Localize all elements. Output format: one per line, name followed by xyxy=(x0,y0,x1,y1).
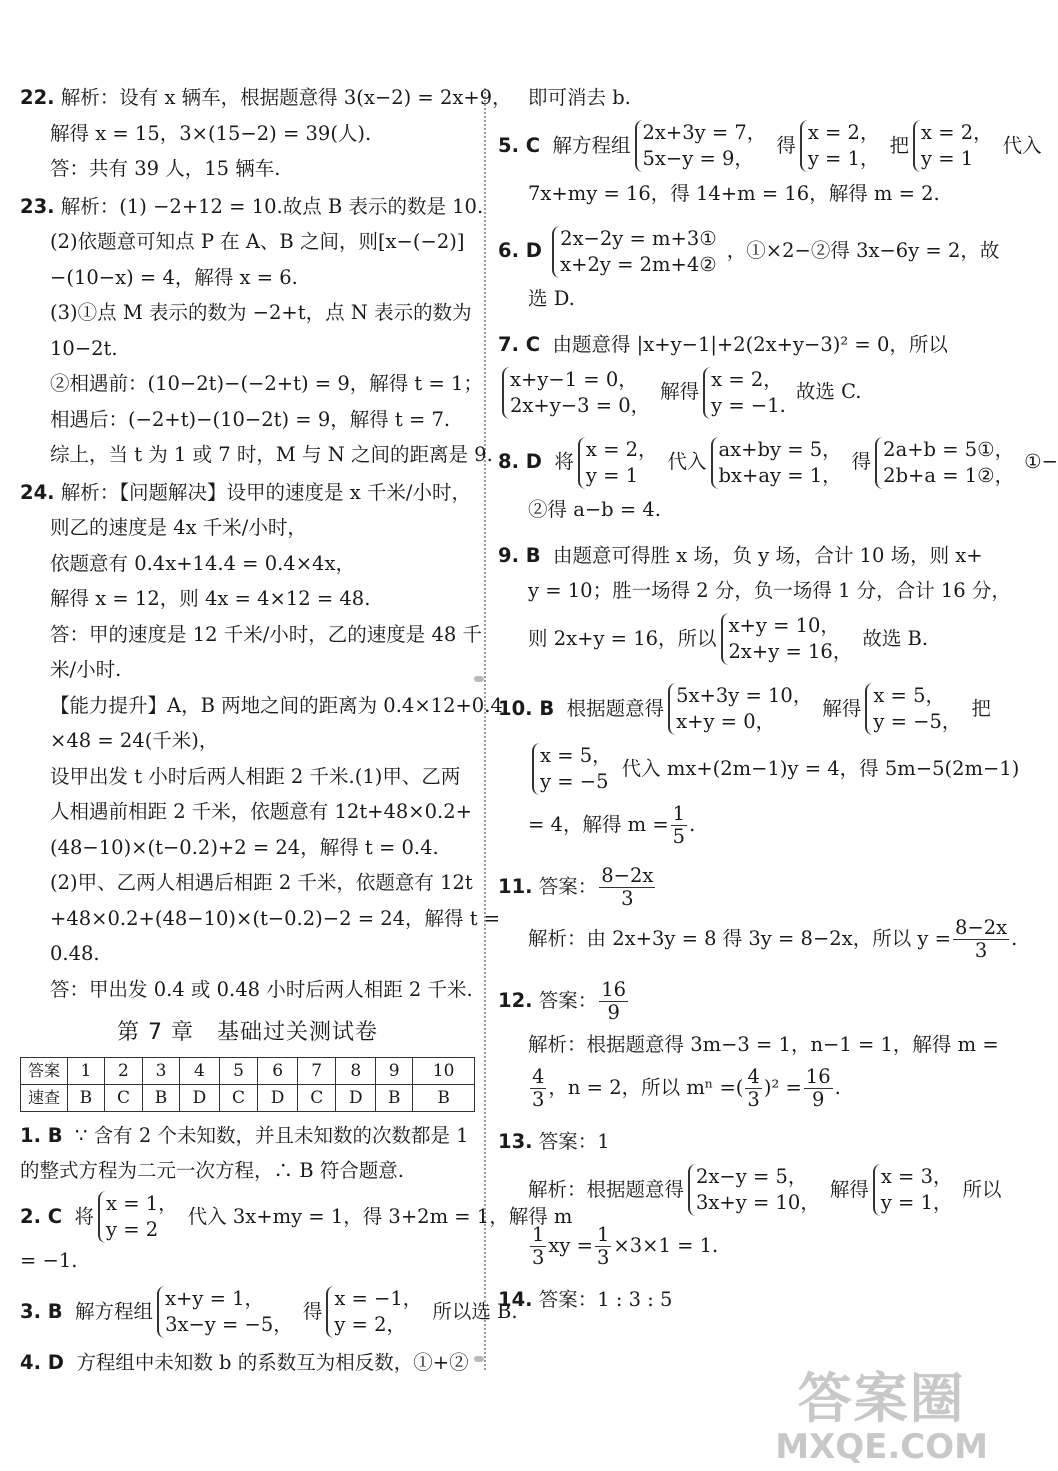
numerator: 1 xyxy=(672,801,686,825)
equation-system xyxy=(532,743,618,795)
equation: y = 1 xyxy=(921,147,974,170)
equation-system xyxy=(688,1164,826,1216)
equation-system xyxy=(913,120,999,172)
numerator: 16 xyxy=(805,1065,831,1088)
solution-line: 解析：【问题解决】设甲的速度是 x 千米/小时， xyxy=(60,480,471,504)
equation: y = −1. xyxy=(711,393,786,417)
table-row xyxy=(21,1057,475,1084)
question-22 xyxy=(20,80,512,187)
solution-line: 解得 x = 15，3×(15−2) = 39(人). xyxy=(50,121,372,145)
question-number: 8. D xyxy=(498,450,542,473)
answer-table xyxy=(20,1057,475,1112)
solution-text: 解方程组 xyxy=(75,1299,154,1323)
table-cell: B xyxy=(413,1084,475,1111)
table-row xyxy=(21,1084,475,1111)
solution-line: 解析：设有 x 辆车，根据题意得 3(x−2) = 2x+9， xyxy=(60,86,512,109)
equation: y = 2， xyxy=(334,1313,406,1336)
chapter-title: 第 7 章 基础过关测试卷 xyxy=(117,1020,378,1045)
solution-line: +48×0.2+(48−10)×(t−0.2)−2 = 24，解得 t = xyxy=(50,906,501,930)
divider-mark xyxy=(474,676,484,682)
answer-14 xyxy=(498,1282,960,1318)
solution-text: 把 xyxy=(889,133,910,157)
answer-1 xyxy=(20,1118,475,1189)
equation-system xyxy=(635,120,773,172)
solution-text: 代入 3x+my = 1，得 3+2m = 1，解得 m xyxy=(187,1204,573,1228)
equation: x = 2， xyxy=(585,437,658,461)
answer-6 xyxy=(498,221,1000,317)
solution-text: 得 xyxy=(776,133,796,157)
numerator: 16 xyxy=(601,977,627,1001)
solution-line: (3)①点 M 表示的数为 −2+t，点 N 表示的数为 xyxy=(50,301,472,324)
table-cell: 2 xyxy=(104,1057,142,1084)
solution-line: 设甲出发 t 小时后两人相距 2 千米.(1)甲、乙两 xyxy=(50,764,461,788)
equation: x = 2， xyxy=(807,121,880,144)
answer-label: 答案：1 : 3 : 5 xyxy=(538,1287,673,1311)
fraction xyxy=(599,865,655,910)
solution-line: (2)依题意可知点 P 在 A、B 之间，则[x−(−2)] xyxy=(50,230,465,253)
table-cell: C xyxy=(298,1084,336,1111)
table-header: 速查 xyxy=(21,1084,68,1111)
equation: 2x−y = 5， xyxy=(696,1165,808,1188)
table-cell: 8 xyxy=(336,1057,376,1084)
solution-text: ，①×2−②得 3x−6y = 2，故 xyxy=(726,239,1000,262)
solution-text: 解析：根据题意得 xyxy=(528,1177,685,1201)
solution-text: = 4，解得 m = xyxy=(528,812,669,836)
fraction xyxy=(671,803,687,848)
solution-text: 得 xyxy=(302,1299,323,1323)
equation: 2x−2y = m+3① xyxy=(560,226,717,250)
question-number: 10. B xyxy=(498,696,555,720)
solution-text: 故选 B. xyxy=(862,626,929,650)
solution-text: 代入 xyxy=(667,450,707,473)
equation-system xyxy=(668,683,818,735)
equation: y = 2 xyxy=(106,1218,159,1241)
column-divider xyxy=(484,88,486,1370)
solution-line: 0.48. xyxy=(50,942,100,965)
denominator: 3 xyxy=(974,938,988,962)
solution-line: 米/小时. xyxy=(50,658,122,681)
question-23 xyxy=(20,189,493,473)
site-watermark xyxy=(775,1369,988,1465)
numerator: 4 xyxy=(747,1065,760,1088)
equation-system xyxy=(875,437,1020,489)
solution-line: 依题意有 0.4x+14.4 = 0.4×4x， xyxy=(50,551,355,575)
equation: ax+by = 5， xyxy=(718,437,842,461)
equation: 5x−y = 9， xyxy=(642,147,754,170)
solution-text: xy = xyxy=(548,1233,593,1257)
equation-system xyxy=(721,613,859,665)
solution-text: ①− xyxy=(1024,450,1058,473)
table-cell: 5 xyxy=(219,1057,257,1084)
equation: x+y = 0， xyxy=(676,710,776,733)
equation-system xyxy=(711,437,848,489)
denominator: 9 xyxy=(607,1000,620,1024)
table-cell: B xyxy=(376,1084,413,1111)
denominator: 3 xyxy=(532,1245,545,1269)
numerator: 1 xyxy=(596,1222,610,1246)
table-cell: 10 xyxy=(413,1057,475,1084)
equation-system xyxy=(157,1286,299,1338)
equation: 2a+b = 5①， xyxy=(883,437,1015,461)
equation: 3x−y = −5， xyxy=(165,1313,293,1336)
solution-line: 的整式方程为二元一次方程，∴ B 符合题意. xyxy=(20,1159,404,1182)
question-number: 14. xyxy=(498,1287,533,1311)
equation-system xyxy=(98,1191,184,1243)
equation: y = 1， xyxy=(880,1191,953,1214)
fraction xyxy=(530,1224,546,1269)
solution-line: ②相遇前：(10−2t)−(−2+t) = 9，解得 t = 1； xyxy=(50,372,483,395)
fraction xyxy=(953,917,1009,962)
solution-line: 答：甲的速度是 12 千米/小时，乙的速度是 48 千 xyxy=(50,622,482,646)
table-cell: 7 xyxy=(298,1057,336,1084)
equation: x = −1， xyxy=(334,1287,423,1310)
solution-text: 得 xyxy=(851,450,872,473)
denominator: 5 xyxy=(672,824,686,848)
solution-text: 方程组中未知数 b 的系数互为相反数，①+② xyxy=(76,1350,469,1374)
question-number: 9. B xyxy=(498,543,541,567)
solution-line: ②得 a−b = 4. xyxy=(528,498,661,521)
solution-text: 代入 mx+(2m−1)y = 4，得 5m−5(2m−1) xyxy=(621,756,1020,780)
solution-text: 则 2x+y = 16，所以 xyxy=(528,626,717,650)
solution-text: ×3×1 = 1. xyxy=(613,1233,719,1257)
solution-text: 根据题意得 xyxy=(566,696,665,720)
equation: y = 1， xyxy=(807,147,880,170)
solution-line: (48−10)×(t−0.2)+2 = 24，解得 t = 0.4. xyxy=(50,835,439,859)
solution-text: ² = xyxy=(771,1076,802,1099)
answer-label: 答案： xyxy=(538,874,598,898)
denominator: 3 xyxy=(596,1245,610,1269)
numerator: 8−2x xyxy=(954,915,1008,939)
equation: y = −5， xyxy=(873,710,962,733)
solution-text: 将 xyxy=(554,450,574,473)
solution-line: 解析：根据题意得 3m−3 = 1，n−1 = 1，解得 m = xyxy=(528,1032,999,1056)
table-cell: 1 xyxy=(68,1057,105,1084)
solution-line: 10−2t. xyxy=(50,336,118,360)
solution-text: ，n = 2，所以 mⁿ = xyxy=(548,1076,736,1099)
divider-mark xyxy=(474,1356,484,1362)
denominator: 3 xyxy=(532,1088,545,1111)
solution-text: 由题意得 |x+y−1|+2(2x+y−3)² = 0，所以 xyxy=(552,332,948,356)
solution-text: 将 xyxy=(74,1204,94,1228)
table-cell: C xyxy=(104,1084,142,1111)
solution-text: . xyxy=(689,812,696,836)
answer-11: 11. 答案： $\frac{8-2x}{3}$ 解析：由 2x+3y = 8 得 3y = 8−2x，所以 y = $\frac{8-2x}{3}$ . xyxy=(498,863,1018,962)
answer-10 xyxy=(498,679,1020,851)
equation: 2b+a = 1②， xyxy=(883,463,1015,487)
denominator: 3 xyxy=(747,1088,760,1111)
equation: y = −5 xyxy=(540,770,609,793)
table-cell: B xyxy=(143,1084,180,1111)
table-header: 答案 xyxy=(21,1057,68,1084)
solution-text: 解方程组 xyxy=(552,133,631,157)
solution-line: 则乙的速度是 4x 千米/小时， xyxy=(50,516,307,539)
watermark-logo-text: 答案圈 xyxy=(797,1367,966,1430)
table-cell: D xyxy=(179,1084,219,1111)
numerator: 8−2x xyxy=(601,863,654,887)
table-cell: 4 xyxy=(179,1057,219,1084)
solution-text: 故选 C. xyxy=(795,380,862,403)
answer-12: 12. 答案： $\frac{16}{9}$ 解析：根据题意得 3m−3 = 1，n−1 = 1，解得 m = $\frac{4}{3}$ ，n = 2，所以 mⁿ =( $\frac{4}{3}$ )² = $\frac{16}{9}$ . xyxy=(498,977,999,1111)
question-number: 7. C xyxy=(498,332,541,356)
solution-text: 把 xyxy=(971,696,991,720)
equation: 2x+y−3 = 0， xyxy=(510,393,651,417)
solution-line: 人相遇前相距 2 千米，依题意有 12t+48×0.2+ xyxy=(50,800,472,823)
answer-9 xyxy=(498,538,1011,669)
answer-8 xyxy=(498,432,1058,528)
equation: bx+ay = 1， xyxy=(718,463,842,487)
answer-5 xyxy=(498,116,1042,212)
answer-label: 答案： xyxy=(538,988,598,1012)
question-number: 3. B xyxy=(20,1299,63,1323)
solution-line: 解析：(1) −2+12 = 10.故点 B 表示的数是 10. xyxy=(60,194,484,218)
equation: x = 2， xyxy=(921,121,993,144)
question-number: 5. C xyxy=(498,133,541,157)
solution-line: ∵ 含有 2 个未知数，并且未知数的次数都是 1 xyxy=(75,1123,469,1147)
equation: x = 3， xyxy=(880,1165,953,1188)
fraction xyxy=(804,1066,833,1111)
question-number: 4. D xyxy=(20,1350,64,1374)
question-number: 2. C xyxy=(20,1204,63,1228)
equation: x = 1， xyxy=(106,1192,178,1215)
question-number: 13. xyxy=(498,1130,533,1153)
solution-line: 综上，当 t 为 1 或 7 时，M 与 N 之间的距离是 9. xyxy=(50,443,493,466)
numerator: 4 xyxy=(532,1065,545,1088)
solution-text: 解得 xyxy=(829,1177,869,1201)
fraction xyxy=(745,1066,761,1111)
question-number: 12. xyxy=(498,988,533,1012)
solution-line: 【能力提升】A，B 两地之间的距离为 0.4×12+0.4 xyxy=(50,693,503,717)
solution-line: = −1. xyxy=(20,1249,78,1272)
right-column xyxy=(498,80,1058,1327)
question-number: 24. xyxy=(20,480,55,504)
answer-label: 答案：1 xyxy=(538,1130,610,1153)
solution-text: 代入 xyxy=(1002,133,1042,157)
equation: 2x+3y = 7， xyxy=(642,121,767,144)
equation: x = 5， xyxy=(540,744,612,767)
solution-line: 相遇后：(−2+t)−(10−2t) = 9，解得 t = 7. xyxy=(50,407,451,431)
equation-system xyxy=(703,367,792,419)
fraction xyxy=(599,979,628,1024)
solution-line: y = 10；胜一场得 2 分，负一场得 1 分，合计 16 分， xyxy=(528,579,1011,602)
answer-13 xyxy=(498,1124,1002,1272)
fraction xyxy=(530,1066,546,1111)
equation: x+y = 1， xyxy=(165,1287,265,1310)
equation-system xyxy=(326,1286,428,1338)
table-cell: 6 xyxy=(258,1057,298,1084)
solution-line: 答：共有 39 人，15 辆车. xyxy=(50,157,281,180)
question-number: 1. B xyxy=(20,1123,63,1147)
equation-system xyxy=(865,683,967,735)
fraction xyxy=(595,1224,611,1269)
solution-line: (2)甲、乙两人相遇后相距 2 千米，依题意有 12t xyxy=(50,871,473,894)
solution-text: 所以选 B. xyxy=(432,1299,518,1323)
table-cell: 9 xyxy=(376,1057,413,1084)
table-cell: C xyxy=(219,1084,257,1111)
table-cell: D xyxy=(336,1084,376,1111)
equation: x+y−1 = 0， xyxy=(510,367,638,391)
solution-text: 由题意可得胜 x 场，负 y 场，合计 10 场，则 x+ xyxy=(553,543,983,567)
solution-text: 解得 xyxy=(660,380,700,403)
equation: x+y = 10， xyxy=(728,614,840,637)
equation-system xyxy=(552,226,723,278)
equation: x = 2， xyxy=(711,367,783,391)
equation: 2x+y = 16， xyxy=(728,640,853,663)
watermark-url: MXQE.COM xyxy=(775,1427,988,1467)
solution-line: 答：甲出发 0.4 或 0.48 小时后两人相距 2 千米. xyxy=(50,977,473,1001)
solution-line: ×48 = 24(千米)， xyxy=(50,729,219,752)
equation-system xyxy=(578,437,664,489)
solution-text: 解析：由 2x+3y = 8 得 3y = 8−2x，所以 y = xyxy=(528,926,951,950)
equation: 3x+y = 10， xyxy=(696,1191,820,1214)
solution-text: 所以 xyxy=(962,1177,1002,1201)
question-number: 11. xyxy=(498,874,533,898)
equation: x = 5， xyxy=(873,684,945,707)
answer-7 xyxy=(498,327,960,423)
table-cell: B xyxy=(68,1084,105,1111)
question-number: 22. xyxy=(20,86,55,109)
solution-line: 选 D. xyxy=(528,287,575,310)
equation: y = 1 xyxy=(585,463,639,487)
equation-system xyxy=(502,367,656,419)
solution-text: 解得 xyxy=(822,696,862,720)
table-cell: D xyxy=(258,1084,298,1111)
question-number: 23. xyxy=(20,194,55,218)
denominator: 3 xyxy=(621,886,634,910)
question-24 xyxy=(20,475,503,1008)
question-number: 6. D xyxy=(498,239,542,262)
equation-system xyxy=(800,120,886,172)
solution-line: −(10−x) = 4，解得 x = 6. xyxy=(50,265,298,289)
numerator: 1 xyxy=(532,1222,545,1246)
denominator: 9 xyxy=(812,1088,825,1111)
equation: x+2y = 2m+4② xyxy=(560,252,717,276)
solution-line: 解得 x = 12，则 4x = 4×12 = 48. xyxy=(50,587,371,610)
answer-4 xyxy=(20,1345,475,1381)
equation: 5x+3y = 10， xyxy=(676,684,813,707)
equation-system xyxy=(873,1164,959,1216)
solution-line: 7x+my = 16，得 14+m = 16，解得 m = 2. xyxy=(528,181,940,205)
table-cell: 3 xyxy=(143,1057,180,1084)
solution-line: 即可消去 b. xyxy=(528,86,631,109)
